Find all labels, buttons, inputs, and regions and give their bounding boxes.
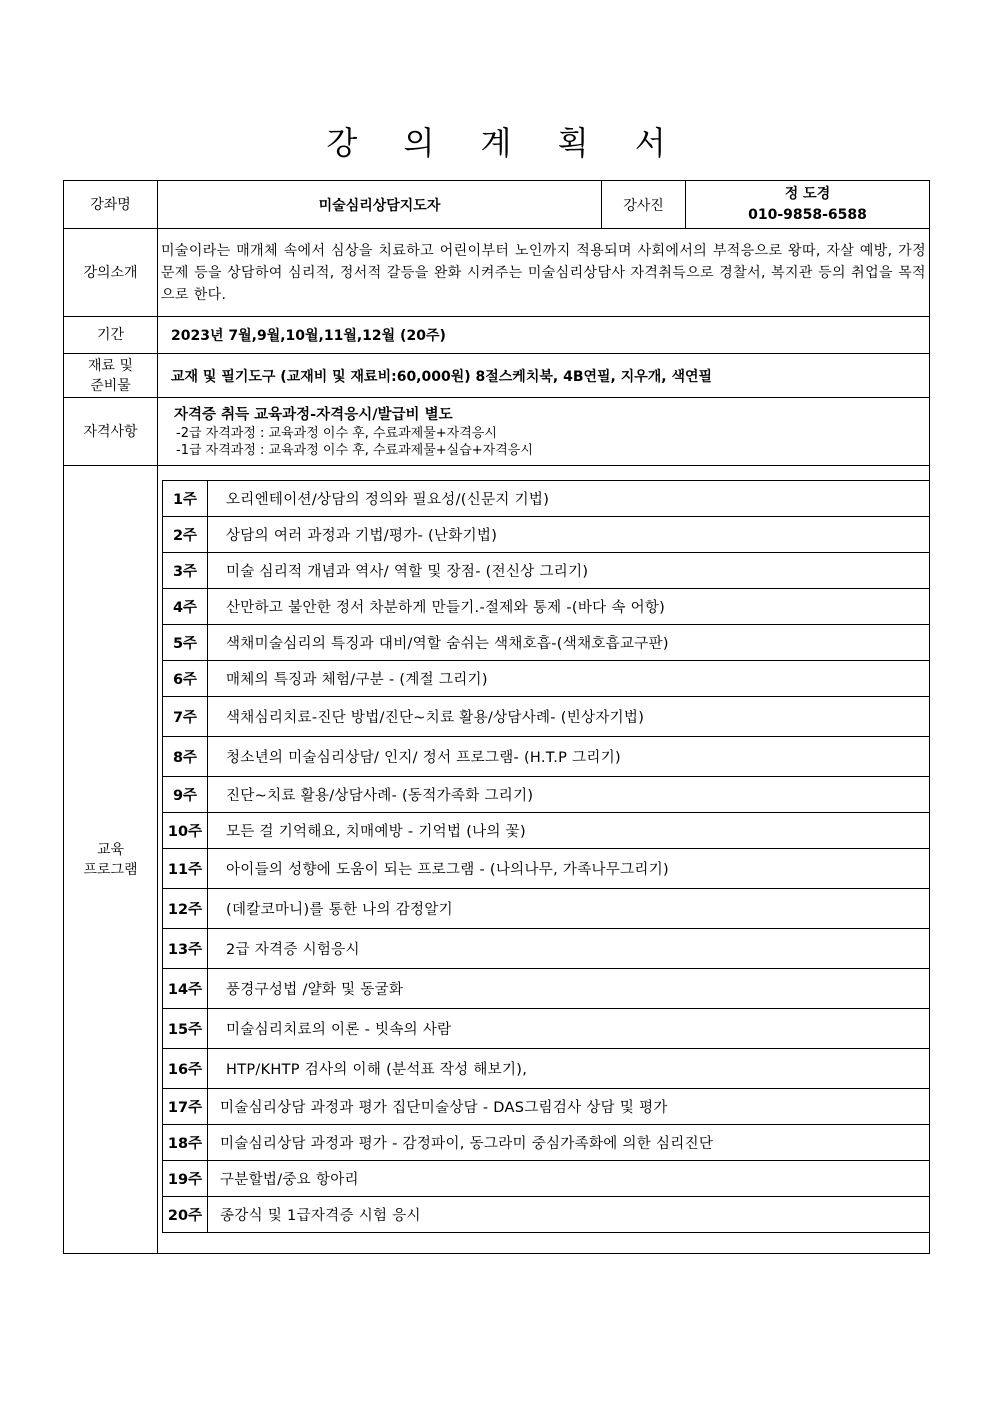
course-name: 미술심리상담지도자 [158, 181, 602, 229]
week-description: 종강식 및 1급자격증 시험 응시 [208, 1197, 930, 1233]
qualification-content [158, 398, 930, 466]
week-row [163, 697, 930, 737]
week-number: 8주 [163, 737, 208, 777]
week-number: 20주 [163, 1197, 208, 1233]
week-number: 11주 [163, 849, 208, 889]
week-row [163, 1125, 930, 1161]
materials-label-line2: 준비물 [90, 377, 131, 394]
program-label-line1: 교육 [96, 841, 125, 858]
week-description: 진단~치료 활용/상담사례- (동적가족화 그리기) [208, 777, 930, 813]
week-number: 10주 [163, 813, 208, 849]
week-description: HTP/KHTP 검사의 이해 (분석표 작성 해보기), [208, 1049, 930, 1089]
week-row [163, 1197, 930, 1233]
materials-value: 교재 및 필기도구 (교재비 및 재료비:60,000원) 8절스케치북, 4B연필, 지우개, 색연필 [158, 354, 930, 398]
course-row [64, 181, 930, 229]
week-description: 상담의 여러 과정과 기법/평가- (난화기법) [208, 517, 930, 553]
instructor-name: 정 도경 [784, 185, 831, 202]
week-number: 2주 [163, 517, 208, 553]
period-row [64, 317, 930, 354]
qualification-row [64, 398, 930, 466]
week-number: 14주 [163, 969, 208, 1009]
materials-row [64, 354, 930, 398]
instructor-phone: 010-9858-6588 [748, 206, 867, 223]
week-row [163, 481, 930, 517]
week-number: 18주 [163, 1125, 208, 1161]
intro-row [64, 229, 930, 317]
period-label: 기간 [64, 317, 158, 354]
week-row [163, 929, 930, 969]
week-number: 15주 [163, 1009, 208, 1049]
week-number: 17주 [163, 1089, 208, 1125]
week-description: 색채미술심리의 특징과 대비/역할 숨쉬는 색채호흡-(색채호흡교구판) [208, 625, 930, 661]
week-description: 구분할법/중요 항아리 [208, 1161, 930, 1197]
week-number: 12주 [163, 889, 208, 929]
program-label-line2: 프로그램 [83, 861, 138, 878]
week-row [163, 1009, 930, 1049]
materials-label-line1: 재료 및 [87, 357, 134, 374]
week-number: 16주 [163, 1049, 208, 1089]
week-number: 5주 [163, 625, 208, 661]
week-description: 미술심리상담 과정과 평가 - 감정파이, 동그라미 중심가족화에 의한 심리진단 [208, 1125, 930, 1161]
week-number: 3주 [163, 553, 208, 589]
week-description: 풍경구성법 /얄화 및 동굴화 [208, 969, 930, 1009]
week-description: 색채심리치료-진단 방법/진단~치료 활용/상담사례- (빈상자기법) [208, 697, 930, 737]
week-number: 4주 [163, 589, 208, 625]
page-title: 강 의 계 획 서 [326, 124, 684, 162]
qualification-heading: 자격증 취득 교육과정-자격응시/발급비 별도 [174, 406, 453, 423]
week-row [163, 625, 930, 661]
qualification-label: 자격사항 [64, 398, 158, 466]
week-row [163, 589, 930, 625]
week-row [163, 737, 930, 777]
weekly-schedule-table [162, 480, 930, 1233]
week-description: 모든 걸 기억해요, 치매예방 - 기억법 (나의 꽃) [208, 813, 930, 849]
week-description: 청소년의 미술심리상담/ 인지/ 정서 프로그램- (H.T.P 그리기) [208, 737, 930, 777]
week-row [163, 1089, 930, 1125]
qualification-line: -2급 자격과정 : 교육과정 이수 후, 수료과제물+자격응시 [176, 425, 497, 441]
week-row [163, 1161, 930, 1197]
week-number: 19주 [163, 1161, 208, 1197]
program-cell [158, 466, 930, 1254]
week-number: 1주 [163, 481, 208, 517]
week-number: 6주 [163, 661, 208, 697]
week-number: 9주 [163, 777, 208, 813]
week-row [163, 889, 930, 929]
instructor-label: 강사진 [602, 181, 686, 229]
week-row [163, 849, 930, 889]
week-number: 13주 [163, 929, 208, 969]
week-row [163, 1049, 930, 1089]
week-description: 미술심리치료의 이론 - 빗속의 사람 [208, 1009, 930, 1049]
intro-text: 미술이라는 매개체 속에서 심상을 치료하고 어린이부터 노인까지 적용되며 사회에서의 부적응으로 왕따, 자살 예방, 가정 문제 등을 상담하여 심리적, 정서적 갈등을 완화 시켜주는 미술심리상담사 자격취득으로 경찰서, 복지관 등의 취업을 목적으로 한다. [158, 229, 930, 317]
week-row [163, 969, 930, 1009]
week-description: (데칼코마니)를 통한 나의 감정알기 [208, 889, 930, 929]
week-row [163, 813, 930, 849]
intro-label: 강의소개 [64, 229, 158, 317]
week-description: 미술 심리적 개념과 역사/ 역할 및 장점- (전신상 그리기) [208, 553, 930, 589]
week-row [163, 553, 930, 589]
program-row [64, 466, 930, 1254]
period-value: 2023년 7월,9월,10월,11월,12월 (20주) [158, 317, 930, 354]
week-description: 산만하고 불안한 정서 차분하게 만들기.-절제와 통제 -(바다 속 어항) [208, 589, 930, 625]
week-description: 미술심리상담 과정과 평가 집단미술상담 - DAS그림검사 상담 및 평가 [208, 1089, 930, 1125]
materials-label [64, 354, 158, 398]
week-row [163, 777, 930, 813]
course-name-label: 강좌명 [64, 181, 158, 229]
week-number: 7주 [163, 697, 208, 737]
lecture-plan-table [63, 180, 930, 1254]
instructor-cell [686, 181, 930, 229]
week-description: 매체의 특징과 체험/구분 - (계절 그리기) [208, 661, 930, 697]
week-row [163, 517, 930, 553]
week-description: 오리엔테이션/상담의 정의와 필요성/(신문지 기법) [208, 481, 930, 517]
program-label [64, 466, 158, 1254]
qualification-line: -1급 자격과정 : 교육과정 이수 후, 수료과제물+실습+자격응시 [176, 442, 533, 458]
week-row [163, 661, 930, 697]
week-description: 2급 자격증 시험응시 [208, 929, 930, 969]
week-description: 아이들의 성향에 도움이 되는 프로그램 - (나의나무, 가족나무그리기) [208, 849, 930, 889]
